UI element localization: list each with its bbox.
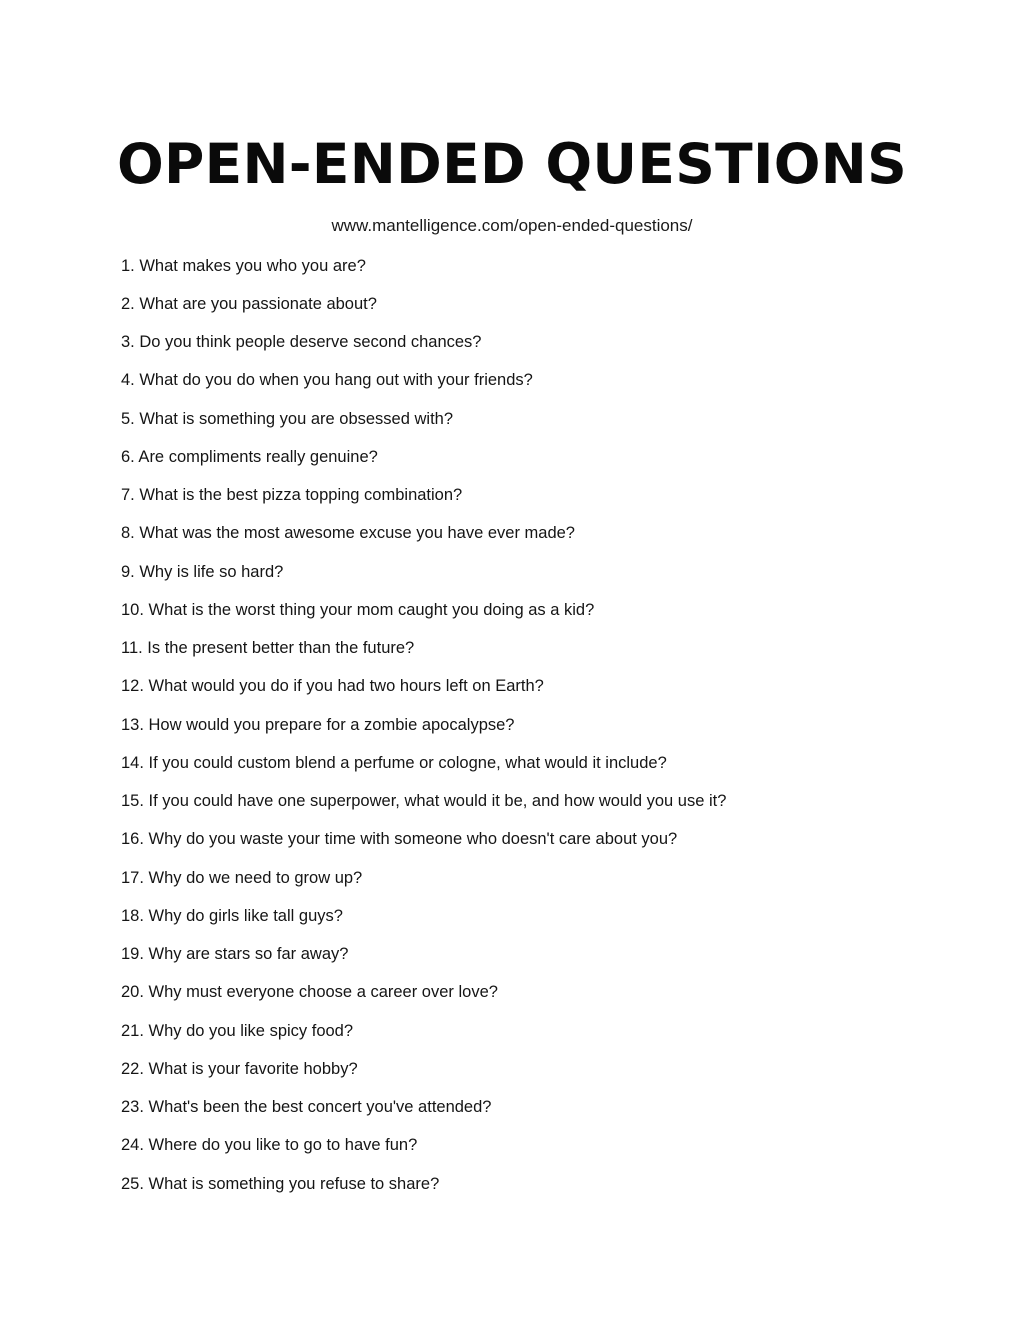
question-item-6: 6. Are compliments really genuine? — [121, 447, 378, 466]
question-item-16: 16. Why do you waste your time with someone who doesn't care about you? — [121, 830, 678, 849]
question-item-2: 2. What are you passionate about? — [121, 294, 377, 313]
question-item-22: 22. What is your favorite hobby? — [121, 1059, 358, 1078]
question-item-3: 3. Do you think people deserve second chances? — [121, 333, 482, 352]
question-item-8: 8. What was the most awesome excuse you have ever made? — [121, 524, 575, 543]
question-item-4: 4. What do you do when you hang out with your friends? — [121, 371, 533, 390]
question-item-11: 11. Is the present better than the future? — [121, 639, 415, 658]
question-item-18: 18. Why do girls like tall guys? — [121, 906, 343, 925]
page-title: OPEN-ENDED QUESTIONS — [116, 132, 908, 196]
question-item-1: 1. What makes you who you are? — [121, 256, 366, 275]
question-item-19: 19. Why are stars so far away? — [121, 945, 349, 964]
question-item-7: 7. What is the best pizza topping combination? — [121, 486, 463, 505]
question-item-15: 15. If you could have one superpower, what would it be, and how would you use it? — [121, 792, 727, 811]
question-item-23: 23. What's been the best concert you've attended? — [121, 1098, 492, 1117]
question-item-12: 12. What would you do if you had two hours left on Earth? — [121, 677, 544, 696]
question-item-17: 17. Why do we need to grow up? — [121, 868, 363, 887]
question-item-9: 9. Why is life so hard? — [121, 562, 284, 581]
question-item-14: 14. If you could custom blend a perfume or cologne, what would it include? — [121, 753, 667, 772]
question-item-24: 24. Where do you like to go to have fun? — [121, 1136, 418, 1155]
question-item-5: 5. What is something you are obsessed with? — [121, 409, 454, 428]
question-list — [121, 247, 921, 1203]
question-item-21: 21. Why do you like spicy food? — [121, 1021, 354, 1040]
question-item-20: 20. Why must everyone choose a career over love? — [121, 983, 498, 1002]
question-item-25: 25. What is something you refuse to share? — [121, 1174, 440, 1193]
source-url: www.mantelligence.com/open-ended-questions/ — [331, 216, 693, 235]
question-item-13: 13. How would you prepare for a zombie apocalypse? — [121, 715, 515, 734]
question-item-10: 10. What is the worst thing your mom caught you doing as a kid? — [121, 600, 595, 619]
